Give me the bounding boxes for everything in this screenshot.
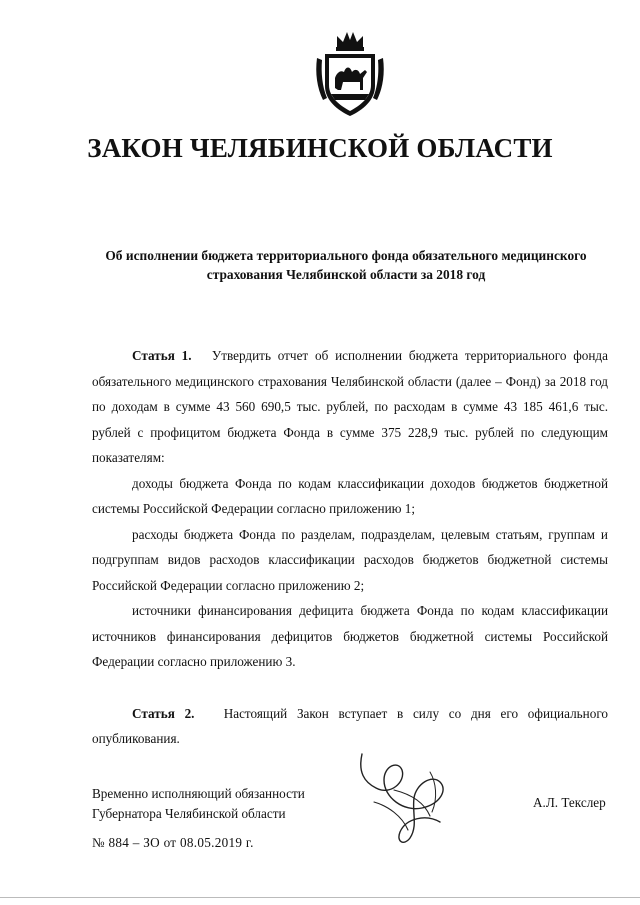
signer-position xyxy=(92,784,305,824)
law-subject-line-2: страхования Челябинской области за 2018 год xyxy=(206,267,486,282)
article-1-item-1: доходы бюджета Фонда по кодам классификации доходов бюджетов бюджетной системы Российской Федерации согласно приложению 1; xyxy=(92,475,608,516)
law-body xyxy=(92,343,608,752)
document-number: № 884 – ЗО от 08.05.2019 г. xyxy=(92,835,254,850)
article-1-label: Статья 1. xyxy=(132,348,192,363)
article-1-item-2: расходы бюджета Фонда по разделам, подразделам, целевым статьям, группам и подгруппам видов расходов классификации расходов бюджетов бюджетной системы Российской Федерации согласно приложению 2; xyxy=(92,526,608,593)
article-1-text: Утвердить отчет об исполнении бюджета территориального фонда обязательного медицинского страхования Челябинской области (далее – Фонд) за 2018 год по доходам в сумме 43 560 690,5 тыс. рублей, по расходам в сумме 43 185 461,6 тыс. рублей с профицитом бюджета Фонда в сумме 375 228,9 тыс. рублей по следующим показателям: xyxy=(92,348,608,465)
law-subject xyxy=(92,246,600,284)
handwritten-signature xyxy=(344,742,464,852)
law-subject-line-1: Об исполнении бюджета территориального фонда обязательного медицинского xyxy=(105,248,587,263)
signer-position-line-1: Временно исполняющий обязанности xyxy=(92,786,305,801)
coat-of-arms-icon xyxy=(313,28,387,120)
signer-position-line-2: Губернатора Челябинской области xyxy=(92,806,286,821)
article-1-paragraph xyxy=(92,343,608,471)
article-2-label: Статья 2. xyxy=(132,705,195,721)
law-title: ЗАКОН ЧЕЛЯБИНСКОЙ ОБЛАСТИ xyxy=(87,133,553,163)
page-bottom-divider xyxy=(0,897,640,898)
signer-name: А.Л. Текслер xyxy=(533,795,606,810)
article-1-item-3: источники финансирования дефицита бюджета Фонда по кодам классификации источников финансирования дефицитов бюджетов бюджетной системы Российской Федерации согласно приложению 3. xyxy=(92,603,608,669)
article-2-text: Настоящий Закон вступает в силу со дня его официального опубликования. xyxy=(92,705,609,746)
